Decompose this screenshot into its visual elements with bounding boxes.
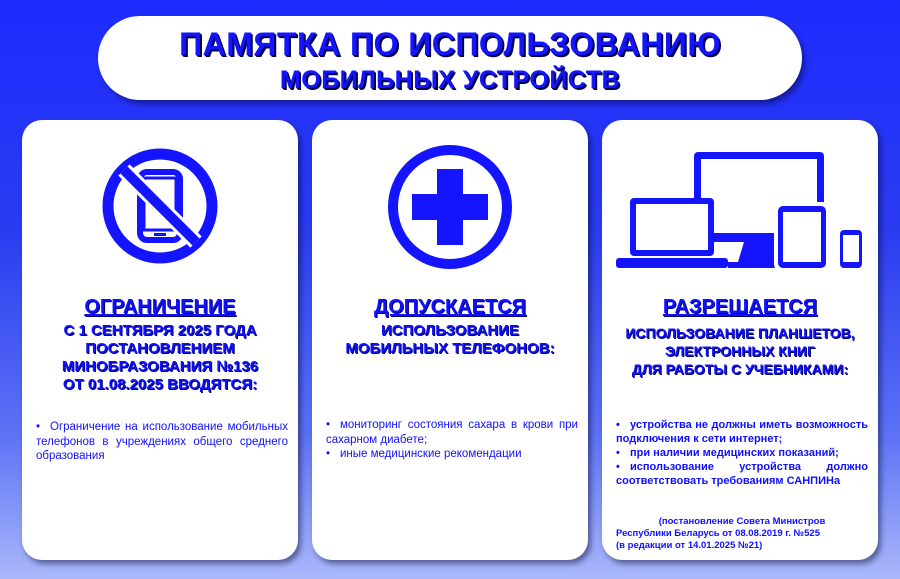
subheading-line: ЭЛЕКТРОННЫХ КНИГ — [665, 343, 815, 359]
subheading-line: ИСПОЛЬЗОВАНИЕ ПЛАНШЕТОВ, — [625, 325, 855, 341]
icon-area — [22, 138, 298, 288]
bullet-list — [36, 420, 288, 464]
list-item: • использование устройства должно соответствовать требованиям САНПИНа — [616, 461, 868, 487]
list-item: • мониторинг состояния сахара в крови при сахарном диабете; — [326, 419, 578, 446]
card-heading: ДОПУСКАЕТСЯ — [373, 296, 527, 318]
page-subtitle: МОБИЛЬНЫХ УСТРОЙСТВ — [279, 66, 621, 94]
page-title: ПАМЯТКА ПО ИСПОЛЬЗОВАНИЮ — [179, 26, 721, 62]
subheading-line: ПОСТАНОВЛЕНИЕМ — [85, 340, 235, 357]
list-item: • при наличии медицинских показаний; — [616, 447, 839, 459]
card-allowed — [312, 120, 588, 560]
note-line: (постановление Совета Министров — [658, 516, 826, 527]
bullet-list — [616, 418, 868, 488]
card-restriction — [22, 120, 298, 560]
card-subheading — [28, 322, 292, 394]
list-item: • иные медицинские рекомендации — [326, 448, 522, 460]
list-item: • Ограничение на использование мобильных телефонов в учреждениях общего среднего образования — [36, 421, 288, 462]
card-heading: ОГРАНИЧЕНИЕ — [84, 296, 236, 318]
legal-reference-note — [616, 516, 868, 552]
list-item: • устройства не должны иметь возможность подключения к сети интернет; — [616, 419, 868, 445]
subheading-line: ДЛЯ РАБОТЫ С УЧЕБНИКАМИ: — [631, 361, 849, 377]
card-heading: РАЗРЕШАЕТСЯ — [662, 296, 818, 318]
subheading-line: МИНОБРАЗОВАНИЯ №136 — [61, 358, 259, 375]
icon-area — [312, 138, 588, 288]
medical-cross-icon — [385, 142, 515, 272]
subheading-line: С 1 СЕНТЯБРЯ 2025 ГОДА — [63, 322, 257, 339]
icon-area — [602, 138, 878, 288]
card-permitted — [602, 120, 878, 560]
title-banner — [98, 16, 802, 100]
no-phone-icon — [100, 146, 220, 266]
card-subheading — [318, 322, 582, 358]
card-subheading — [608, 324, 872, 378]
subheading-line: ОТ 01.08.2025 ВВОДЯТСЯ: — [62, 376, 258, 393]
note-line: Республики Беларусь от 08.08.2019 г. №525 — [616, 528, 820, 539]
note-line: (в редакции от 14.01.2025 №21) — [616, 540, 763, 551]
subheading-line: МОБИЛЬНЫХ ТЕЛЕФОНОВ: — [345, 340, 555, 357]
devices-icon — [616, 148, 866, 278]
subheading-line: ИСПОЛЬЗОВАНИЕ — [380, 322, 520, 339]
bullet-list — [326, 418, 578, 462]
